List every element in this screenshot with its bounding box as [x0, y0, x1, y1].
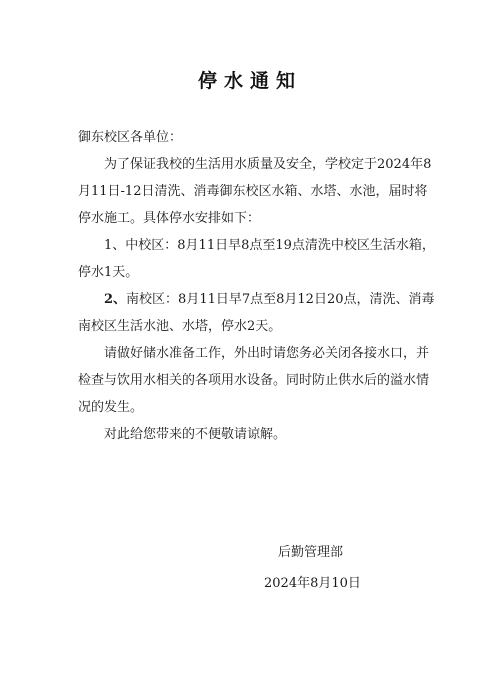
- apology-paragraph: 对此给您带来的不便敬请谅解。: [104, 427, 287, 442]
- intro-paragraph: 为了保证我校的生活用水质量及安全，学校定于2024年8月11日-12日清洗、消毒御东校区水箱、水塔、水池，届时将停水施工。具体停水安排如下：: [78, 157, 432, 226]
- schedule-item-1: [78, 232, 438, 286]
- salutation: 御东校区各单位：: [78, 130, 183, 145]
- signature-date: 2024年8月10日: [264, 576, 361, 591]
- notice-body: [78, 124, 438, 448]
- item-1-text: 中校区：8月11日早8点至19点清洗中校区生活水箱，停水1天。: [78, 238, 435, 280]
- schedule-item-2: [78, 286, 438, 340]
- item-1-number: 1、: [104, 238, 126, 253]
- item-2-number: 2、: [104, 292, 127, 307]
- item-2-text: 南校区：8月11日早7点至8月12日20点，清洗、消毒南校区生活水池、水塔，停水2天。: [78, 292, 435, 334]
- page-title: 停水通知: [197, 70, 302, 92]
- signature-department: 后勤管理部: [278, 545, 344, 560]
- reminder-paragraph: 请做好储水准备工作，外出时请您务必关闭各接水口，并检查与饮用水相关的各项用水设备。同时防止供水后的溢水情况的发生。: [78, 346, 430, 415]
